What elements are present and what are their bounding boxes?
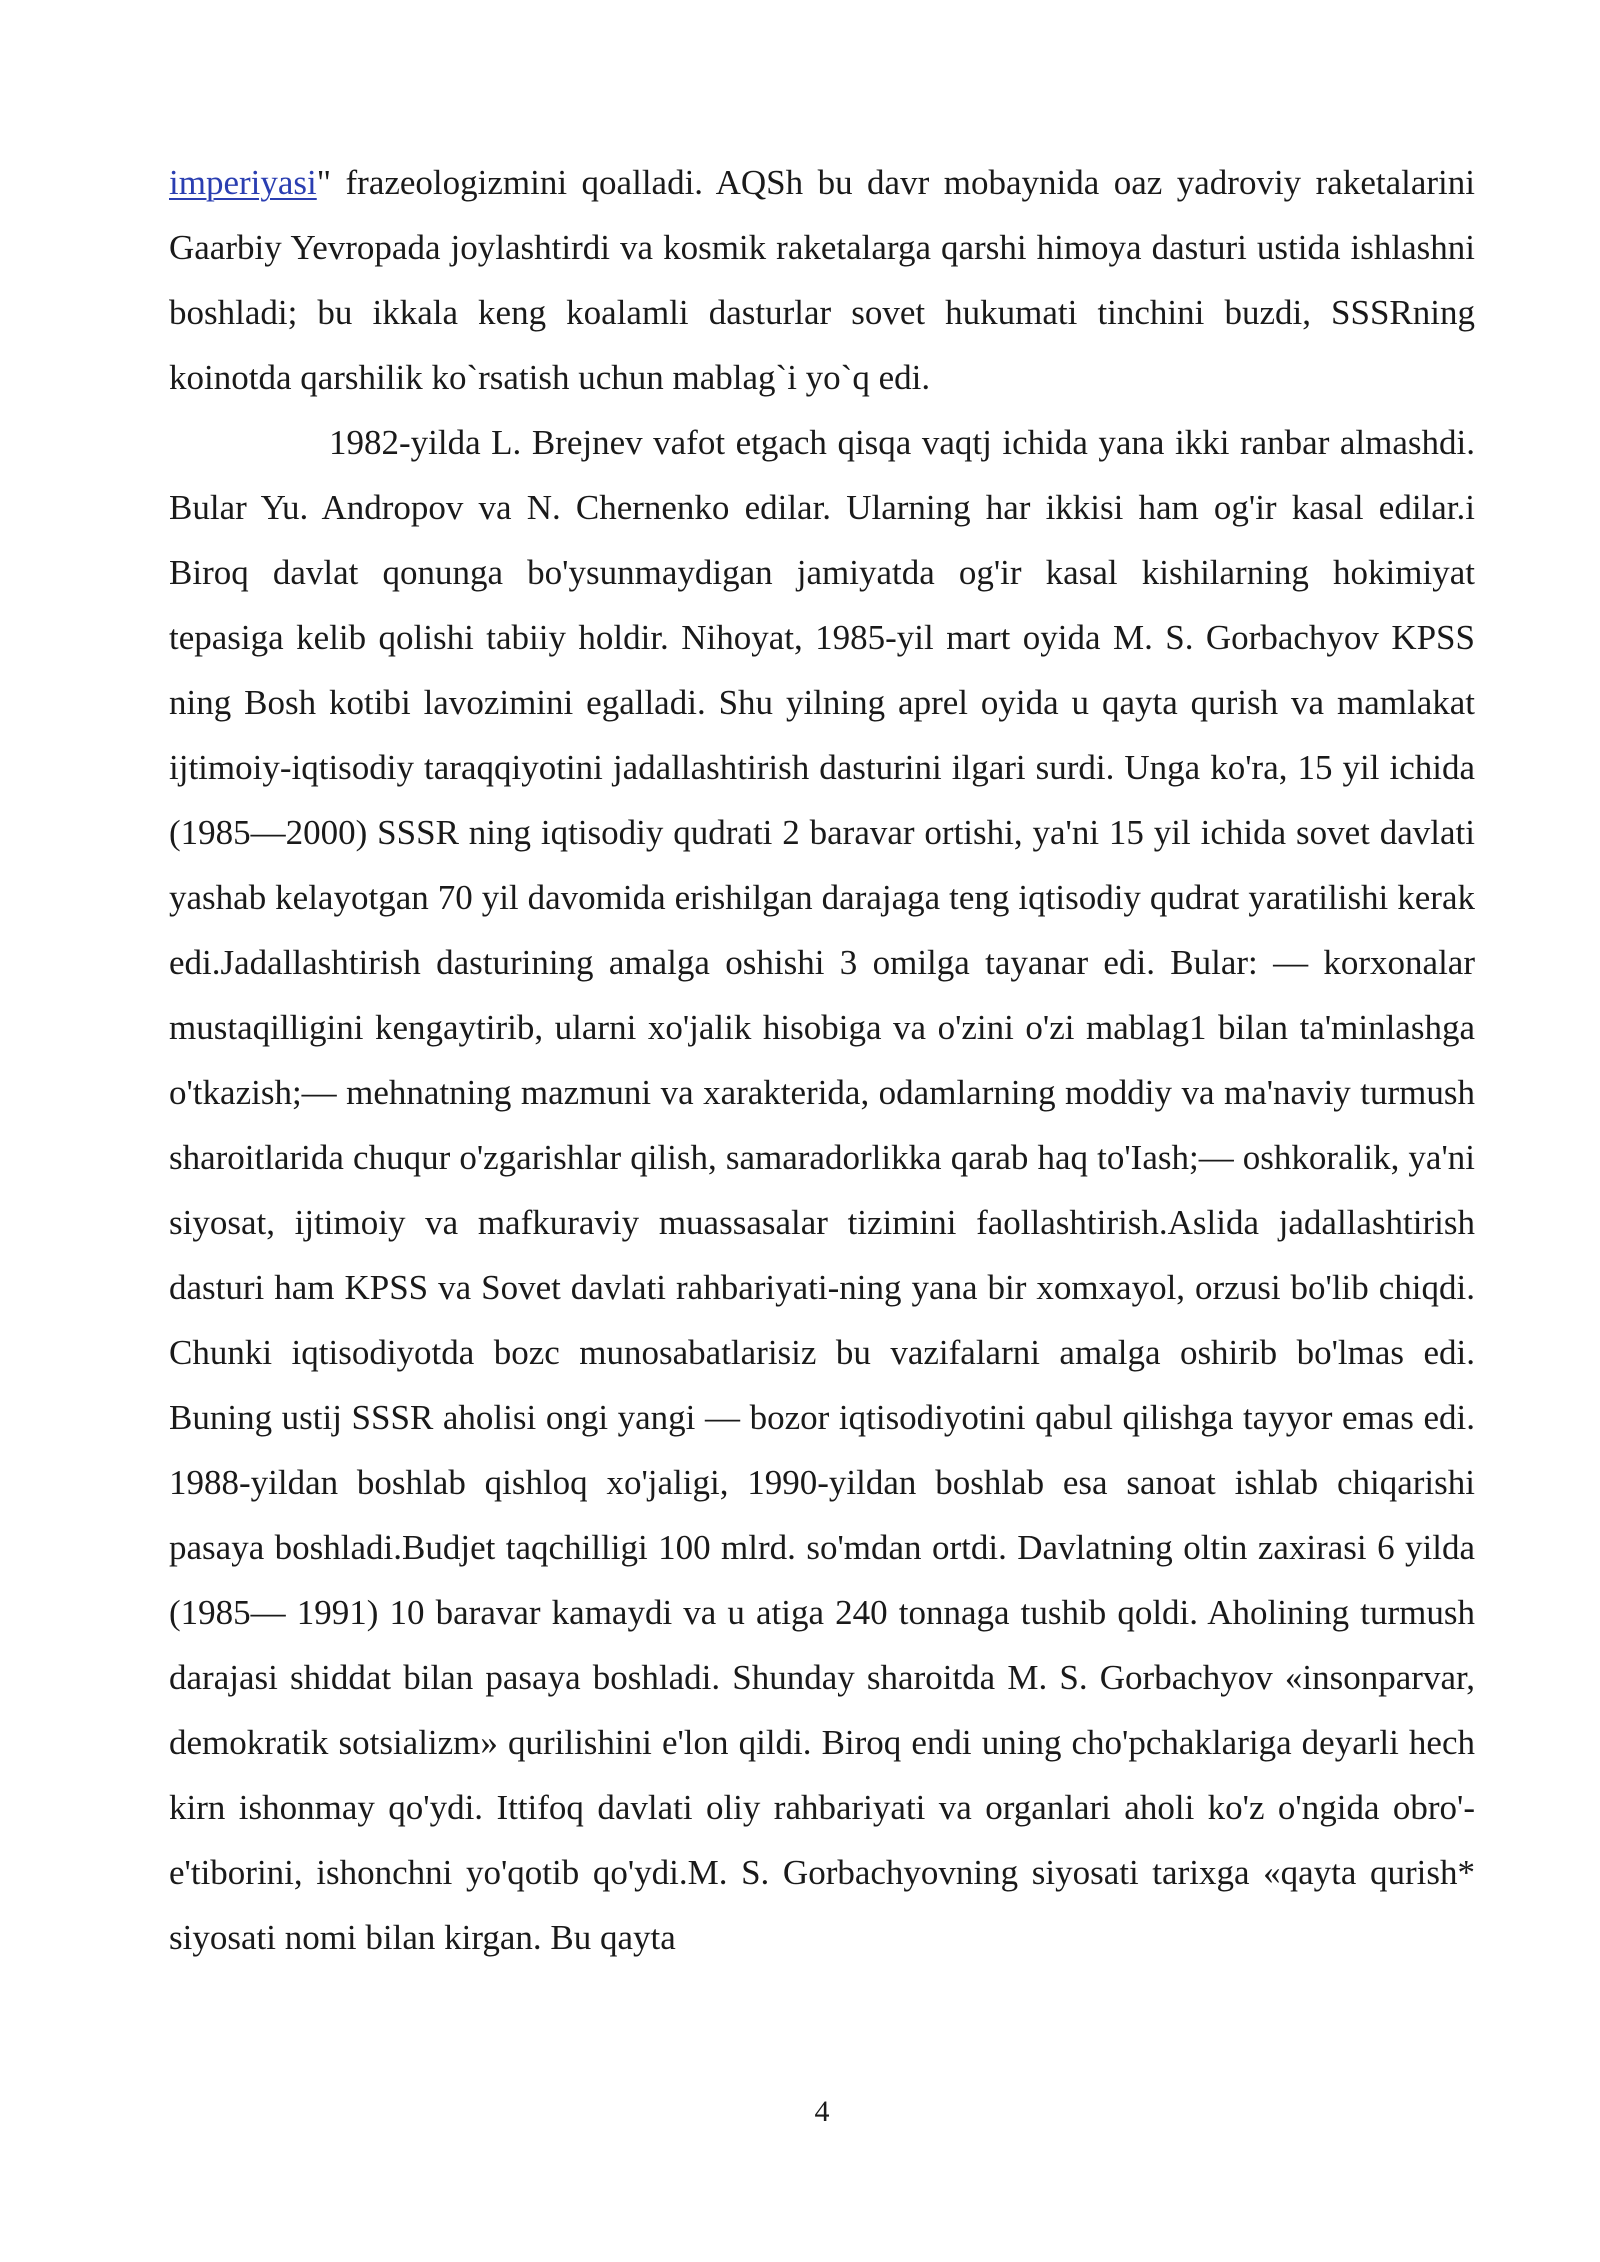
document-body: [169, 150, 1475, 1970]
paragraph-1: [169, 150, 1475, 410]
paragraph-2: 1982-yilda L. Brejnev vafot etgach qisqa vaqtj ichida yana ikki ranbar almashdi. Bular Yu. Andropov va N. Chernenko edilar. Ularning har ikkisi ham og'ir kasal edilar.i Biroq davlat qonunga bo'ysunmaydigan jamiyatda og'ir kasal kishilarning hokimiyat tepasiga kelib qolishi tabiiy holdir. Nihoyat, 1985-yil mart oyida M. S. Gorbachyov KPSS ning Bosh kotibi lavozimini egalladi. Shu yilning aprel oyida u qayta qurish va mamlakat ijtimoiy-iqtisodiy taraqqiyotini jadallashtirish dasturini ilgari surdi. Unga ko'ra, 15 yil ichida (1985—2000) SSSR ning iqtisodiy qudrati 2 baravar ortishi, ya'ni 15 yil ichida sovet davlati yashab kelayotgan 70 yil davomida erishilgan darajaga teng iqtisodiy qudrat yaratilishi kerak edi.Jadallashtirish dasturining amalga oshishi 3 omilga tayanar edi. Bular: — korxonalar mustaqilligini kengaytirib, ularni xo'jalik hisobiga va o'zini o'zi mablag1 bilan ta'minlashga o'tkazish;— mehnatning mazmuni va xarakterida, odamlarning moddiy va ma'naviy turmush sharoitlarida chuqur o'zgarishlar qilish, samaradorlikka qarab haq to'Iash;— oshkoralik, ya'ni siyosat, ijtimoiy va mafkuraviy muassasalar tizimini faollashtirish.Aslida jadallashtirish dasturi ham KPSS va Sovet davlati rahbariyati-ning yana bir xomxayol, orzusi bo'lib chiqdi. Chunki iqtisodiyotda bozc munosabatlarisiz bu vazifalarni amalga oshirib bo'lmas edi. Buning ustij SSSR aholisi ongi yangi — bozor iqtisodiyotini qabul qilishga tayyor emas edi. 1988-yildan boshlab qishloq xo'jaligi, 1990-yildan boshlab esa sanoat ishlab chiqarishi pasaya boshladi.Budjet taqchilligi 100 mlrd. so'mdan ortdi. Davlatning oltin zaxirasi 6 yilda (1985— 1991) 10 baravar kamaydi va u atiga 240 tonnaga tushib qoldi. Aholining turmush darajasi shiddat bilan pasaya boshladi. Shunday sharoitda M. S. Gorbachyov «insonparvar, demokratik sotsializm» qurilishini e'lon qildi. Biroq endi uning cho'pchaklariga deyarli hech kirn ishonmay qo'ydi. Ittifoq davlati oliy rahbariyati va organlari aholi ko'z o'ngida obro'-e'tiborini, ishonchni yo'qotib qo'ydi.M. S. Gorbachyovning siyosati tarixga «qayta qurish* siyosati nomi bilan kirgan. Bu qayta: [169, 423, 1475, 1957]
paragraph-1-text: " frazeologizmini qoalladi. AQSh bu davr mobaynida oaz yadroviy raketalarini Gaarbiy Yevropada joylashtirdi va kosmik raketalarga qarshi himoya dasturi ustida ishlashni boshladi; bu ikkala keng koalamli dasturlar sovet hukumati tinchini buzdi, SSSRning koinotda qarshilik ko`rsatish uchun mablag`i yo`q edi.: [169, 163, 1475, 397]
page-number: 4: [814, 2095, 830, 2128]
imperiyasi-link[interactable]: imperiyasi: [169, 163, 317, 202]
